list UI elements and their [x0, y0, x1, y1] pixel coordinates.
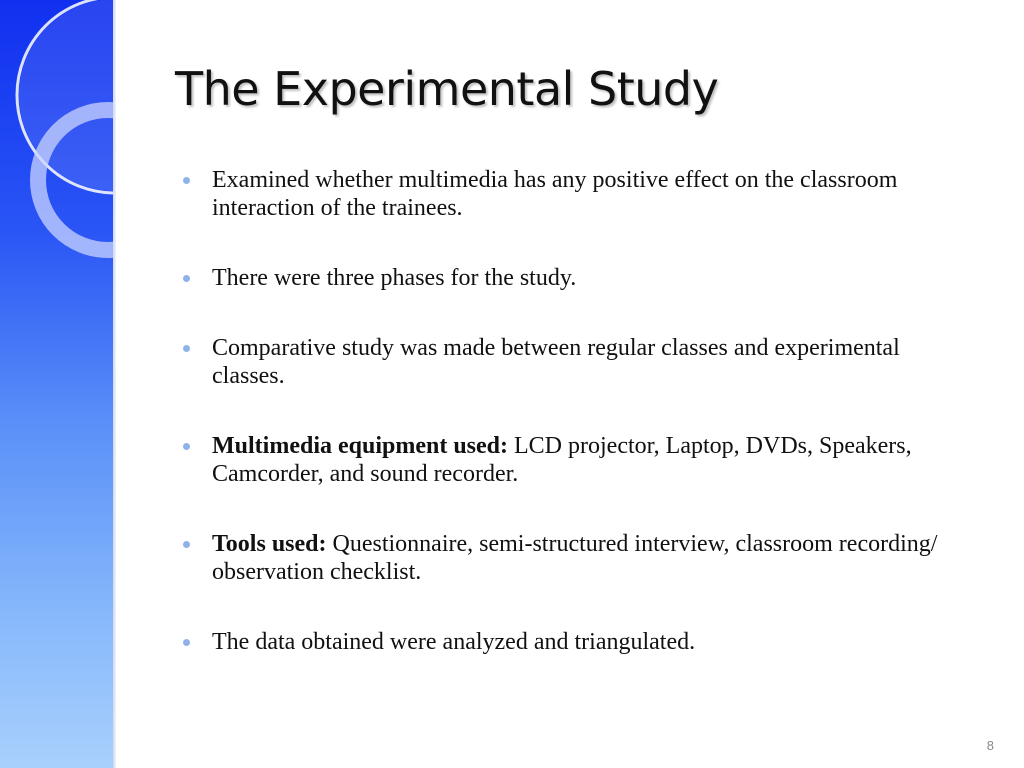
bullet-list — [183, 166, 973, 698]
bullet-bold-text: Tools used: — [212, 531, 327, 557]
bullet-dot-icon — [183, 541, 190, 548]
bullet-dot-icon — [183, 443, 190, 450]
bullet-text: Questionnaire, semi-structured interview, classroom recording/ observation checklist. — [212, 531, 938, 585]
bullet-item — [183, 530, 973, 586]
bullet-dot-icon — [183, 639, 190, 646]
bullet-item — [183, 334, 973, 390]
page-number: 8 — [986, 738, 994, 753]
bullet-dot-icon — [183, 345, 190, 352]
bullet-bold-text: Multimedia equipment used: — [212, 433, 509, 459]
slide-title: The Experimental Study — [175, 62, 719, 116]
bullet-item — [183, 166, 973, 222]
side-band — [0, 0, 113, 768]
bullet-text: LCD projector, Laptop, DVDs, Speakers, Camcorder, and sound recorder. — [212, 433, 912, 487]
bullet-text: The data obtained were analyzed and triangulated. — [212, 629, 696, 655]
bullet-item — [183, 264, 973, 292]
bullet-text: Comparative study was made between regular classes and experimental classes. — [212, 335, 900, 389]
bullet-text: There were three phases for the study. — [212, 265, 577, 291]
side-band-edge — [113, 0, 116, 768]
bullet-text: Examined whether multimedia has any positive effect on the classroom interaction of the trainees. — [212, 167, 898, 221]
ring-decoration-icon — [0, 0, 113, 768]
bullet-dot-icon — [183, 275, 190, 282]
bullet-dot-icon — [183, 177, 190, 184]
bullet-item — [183, 628, 973, 656]
bullet-item — [183, 432, 973, 488]
